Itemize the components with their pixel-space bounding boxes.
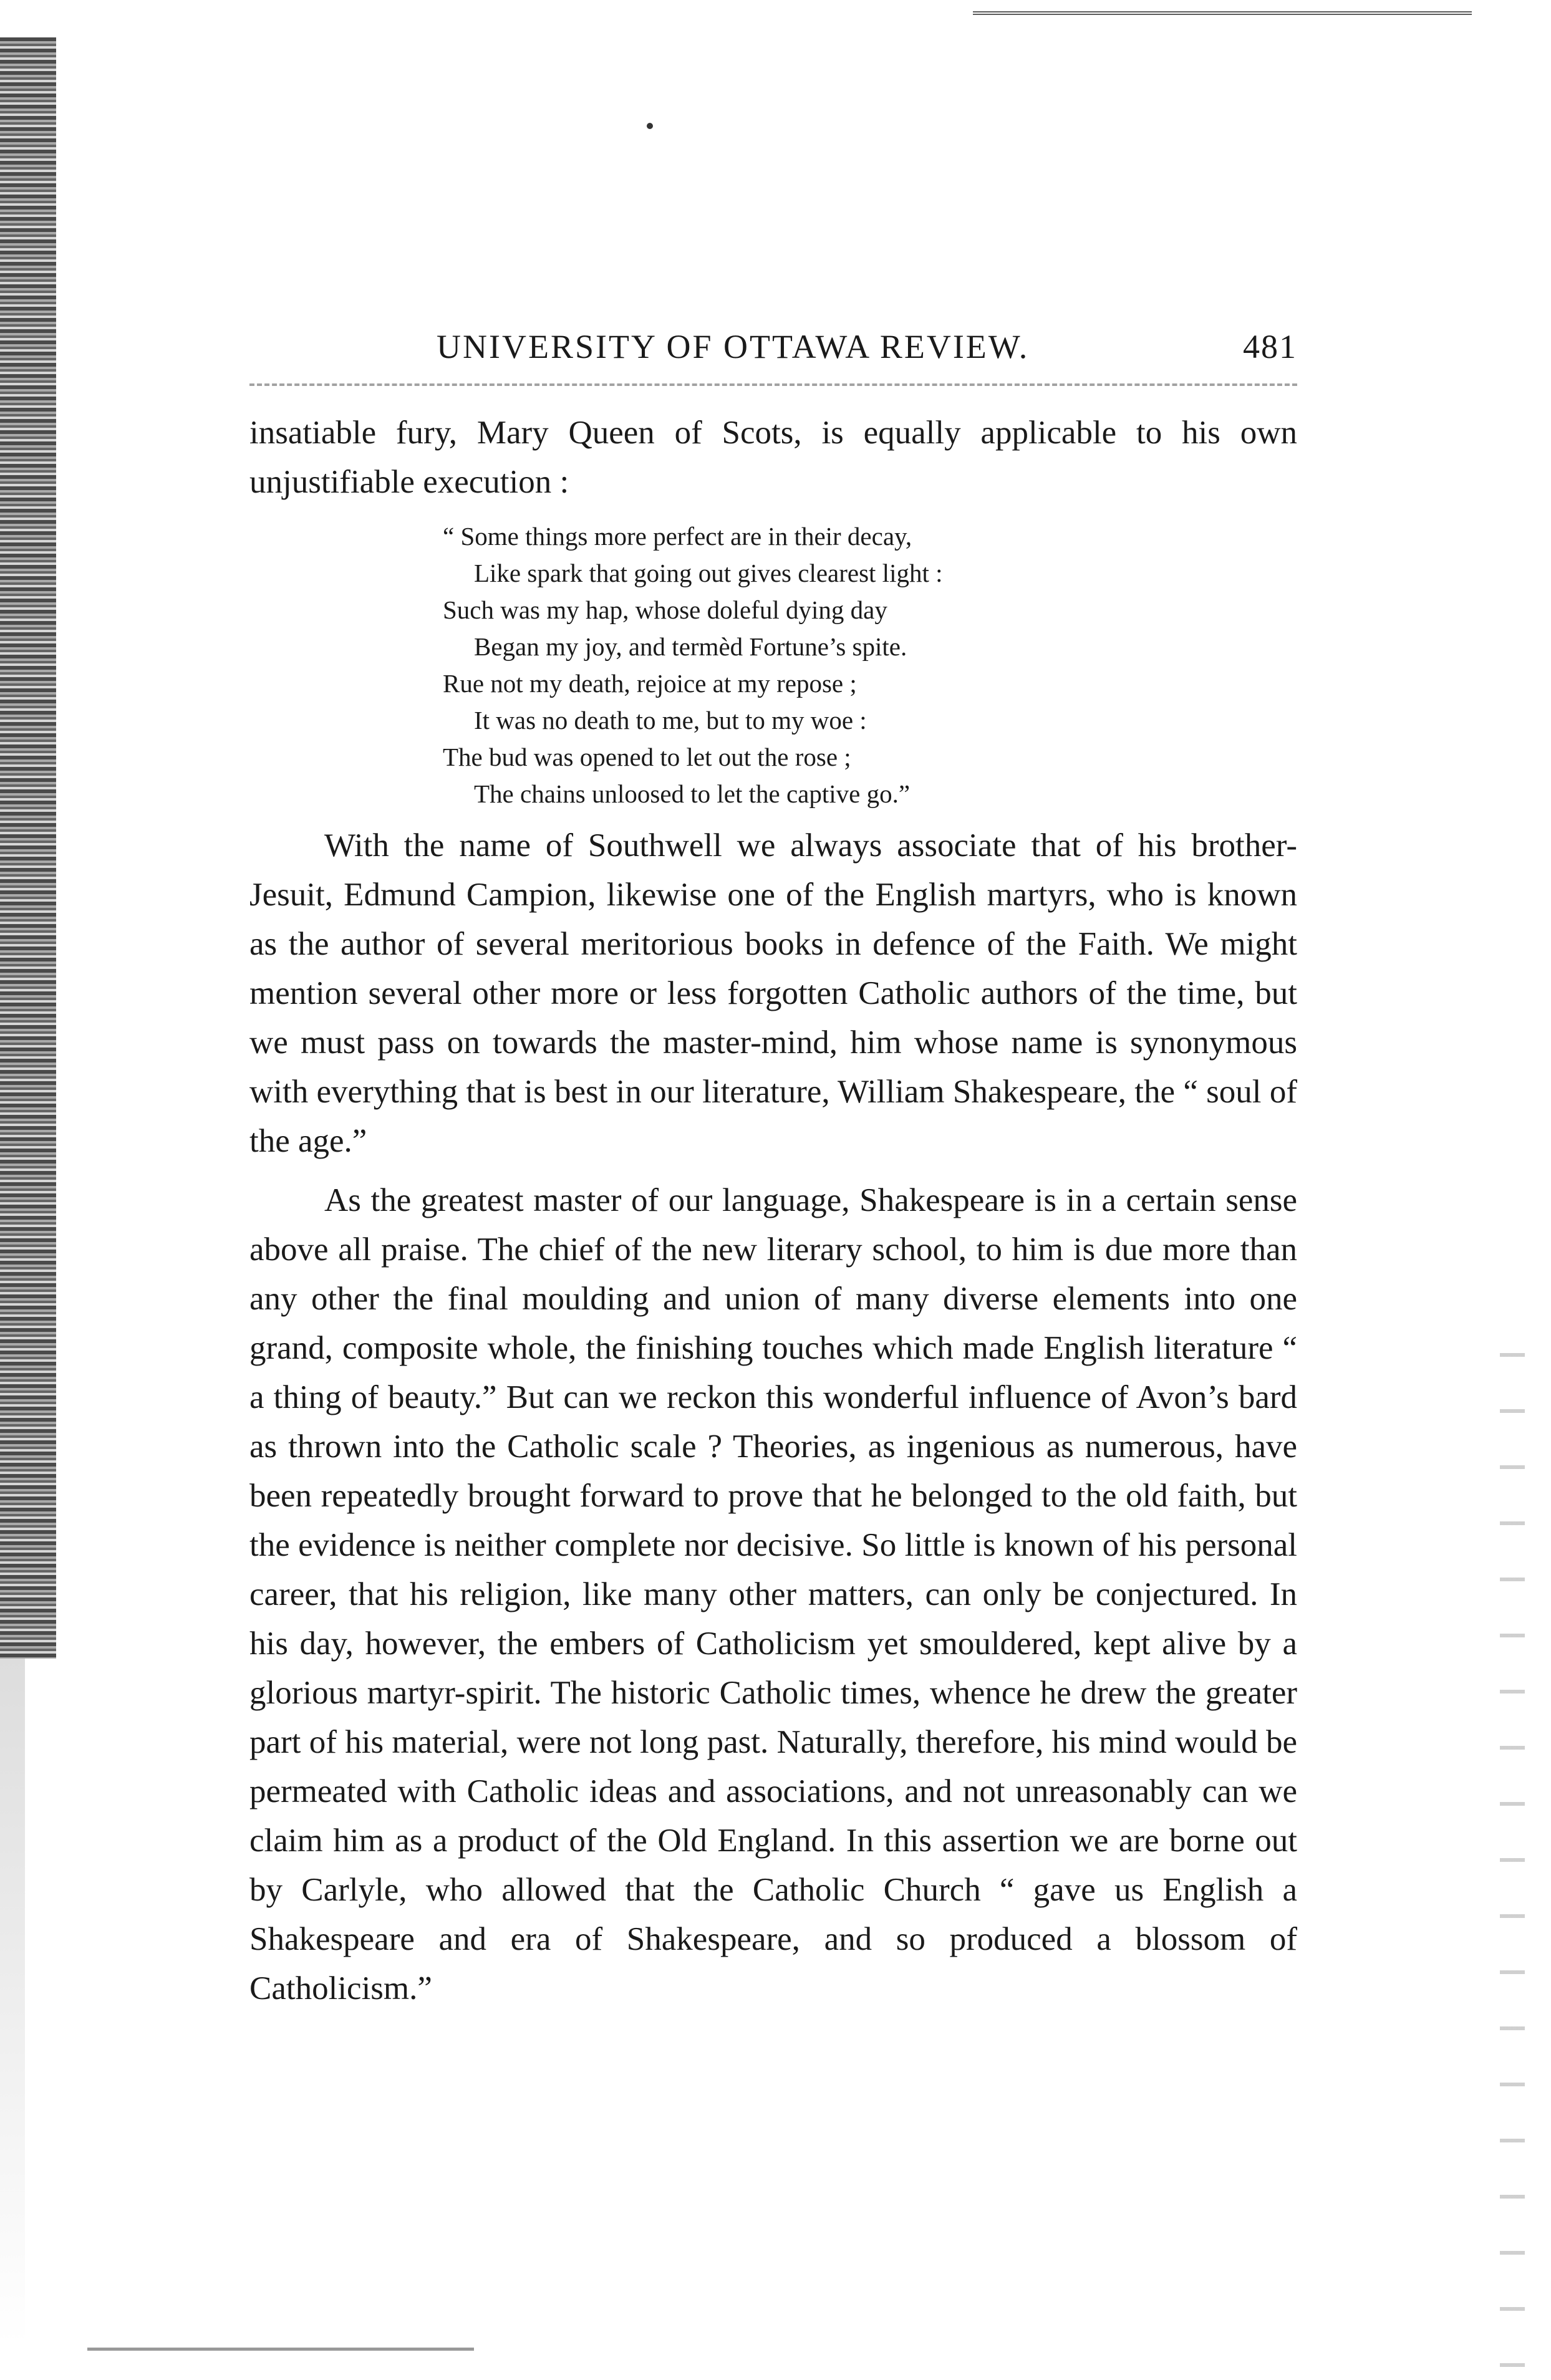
verse-line: Like spark that going out gives clearest light : [474, 559, 943, 587]
verse-block [249, 518, 1297, 812]
opening-paragraph: insatiable fury, Mary Queen of Scots, is equally applicable to his own unjustifiable execution : [249, 415, 1297, 500]
bottom-edge-rule [87, 2348, 474, 2351]
verse-line: Such was my hap, whose doleful dying day [443, 595, 887, 624]
header-rule [249, 383, 1297, 386]
page-number: 481 [1243, 328, 1297, 365]
ink-speck [647, 123, 653, 129]
verse-line: Rue not my death, rejoice at my repose ; [443, 669, 857, 698]
running-title: UNIVERSITY OF OTTAWA REVIEW. [437, 328, 1030, 365]
paragraph-shakespeare: As the greatest master of our language, Shakespeare is in a certain sense above all praise. The chief of the new literary school, to him is due more than any other the final moulding and union of many diverse elements into one grand, composite whole, the finishing touches which made English literature “ a thing of beauty.” But can we reckon this wonderful influence of Avon’s bard as thrown into the Catholic scale ? Theories, as ingenious as numerous, have been repeatedly brought forward to prove that he belonged to the old faith, but the evidence is neither complete nor decisive. So little is known of his personal career, that his religion, like many other matters, can only be conjectured. In his day, however, the embers of Catholicism yet smouldered, kept alive by a glorious martyr-spirit. The historic Catholic times, whence he drew the greater part of his material, were not long past. Naturally, therefore, his mind would be permeated with Catholic ideas and associations, and not unreasonably can we claim him as a product of the Old England. In this assertion we are borne out by Carlyle, who allowed that the Catholic Church “ gave us English a Shakespeare and era of Shakespeare, and so produced a blossom of Catholicism.” [249, 1182, 1297, 2007]
book-binding-edge [0, 37, 56, 1659]
running-head [249, 327, 1297, 377]
paragraph-southwell: With the name of Southwell we always associate that of his brother-Jesuit, Edmund Campion, likewise one of the English martyrs, who is known as the author of several meritorious books in defence of the Faith. We might mention several other more or less forgotten Catholic authors of the time, but we must pass on towards the master-mind, him whose name is synonymous with everything that is best in our literature, William Shakespeare, the “ soul of the age.” [249, 827, 1297, 1159]
verse-line: Began my joy, and termèd Fortune’s spite. [474, 632, 907, 661]
verse-line: It was no death to me, but to my woe : [474, 706, 867, 735]
right-margin-speckles [1500, 1328, 1525, 2376]
binding-shadow [0, 1659, 25, 2344]
verse-line: The chains unloosed to let the captive go.” [474, 779, 911, 808]
top-edge-rule [973, 11, 1472, 15]
verse-line: “ Some things more perfect are in their decay, [443, 522, 912, 551]
book-page [249, 327, 1297, 2013]
verse-line: The bud was opened to let out the rose ; [443, 743, 851, 771]
